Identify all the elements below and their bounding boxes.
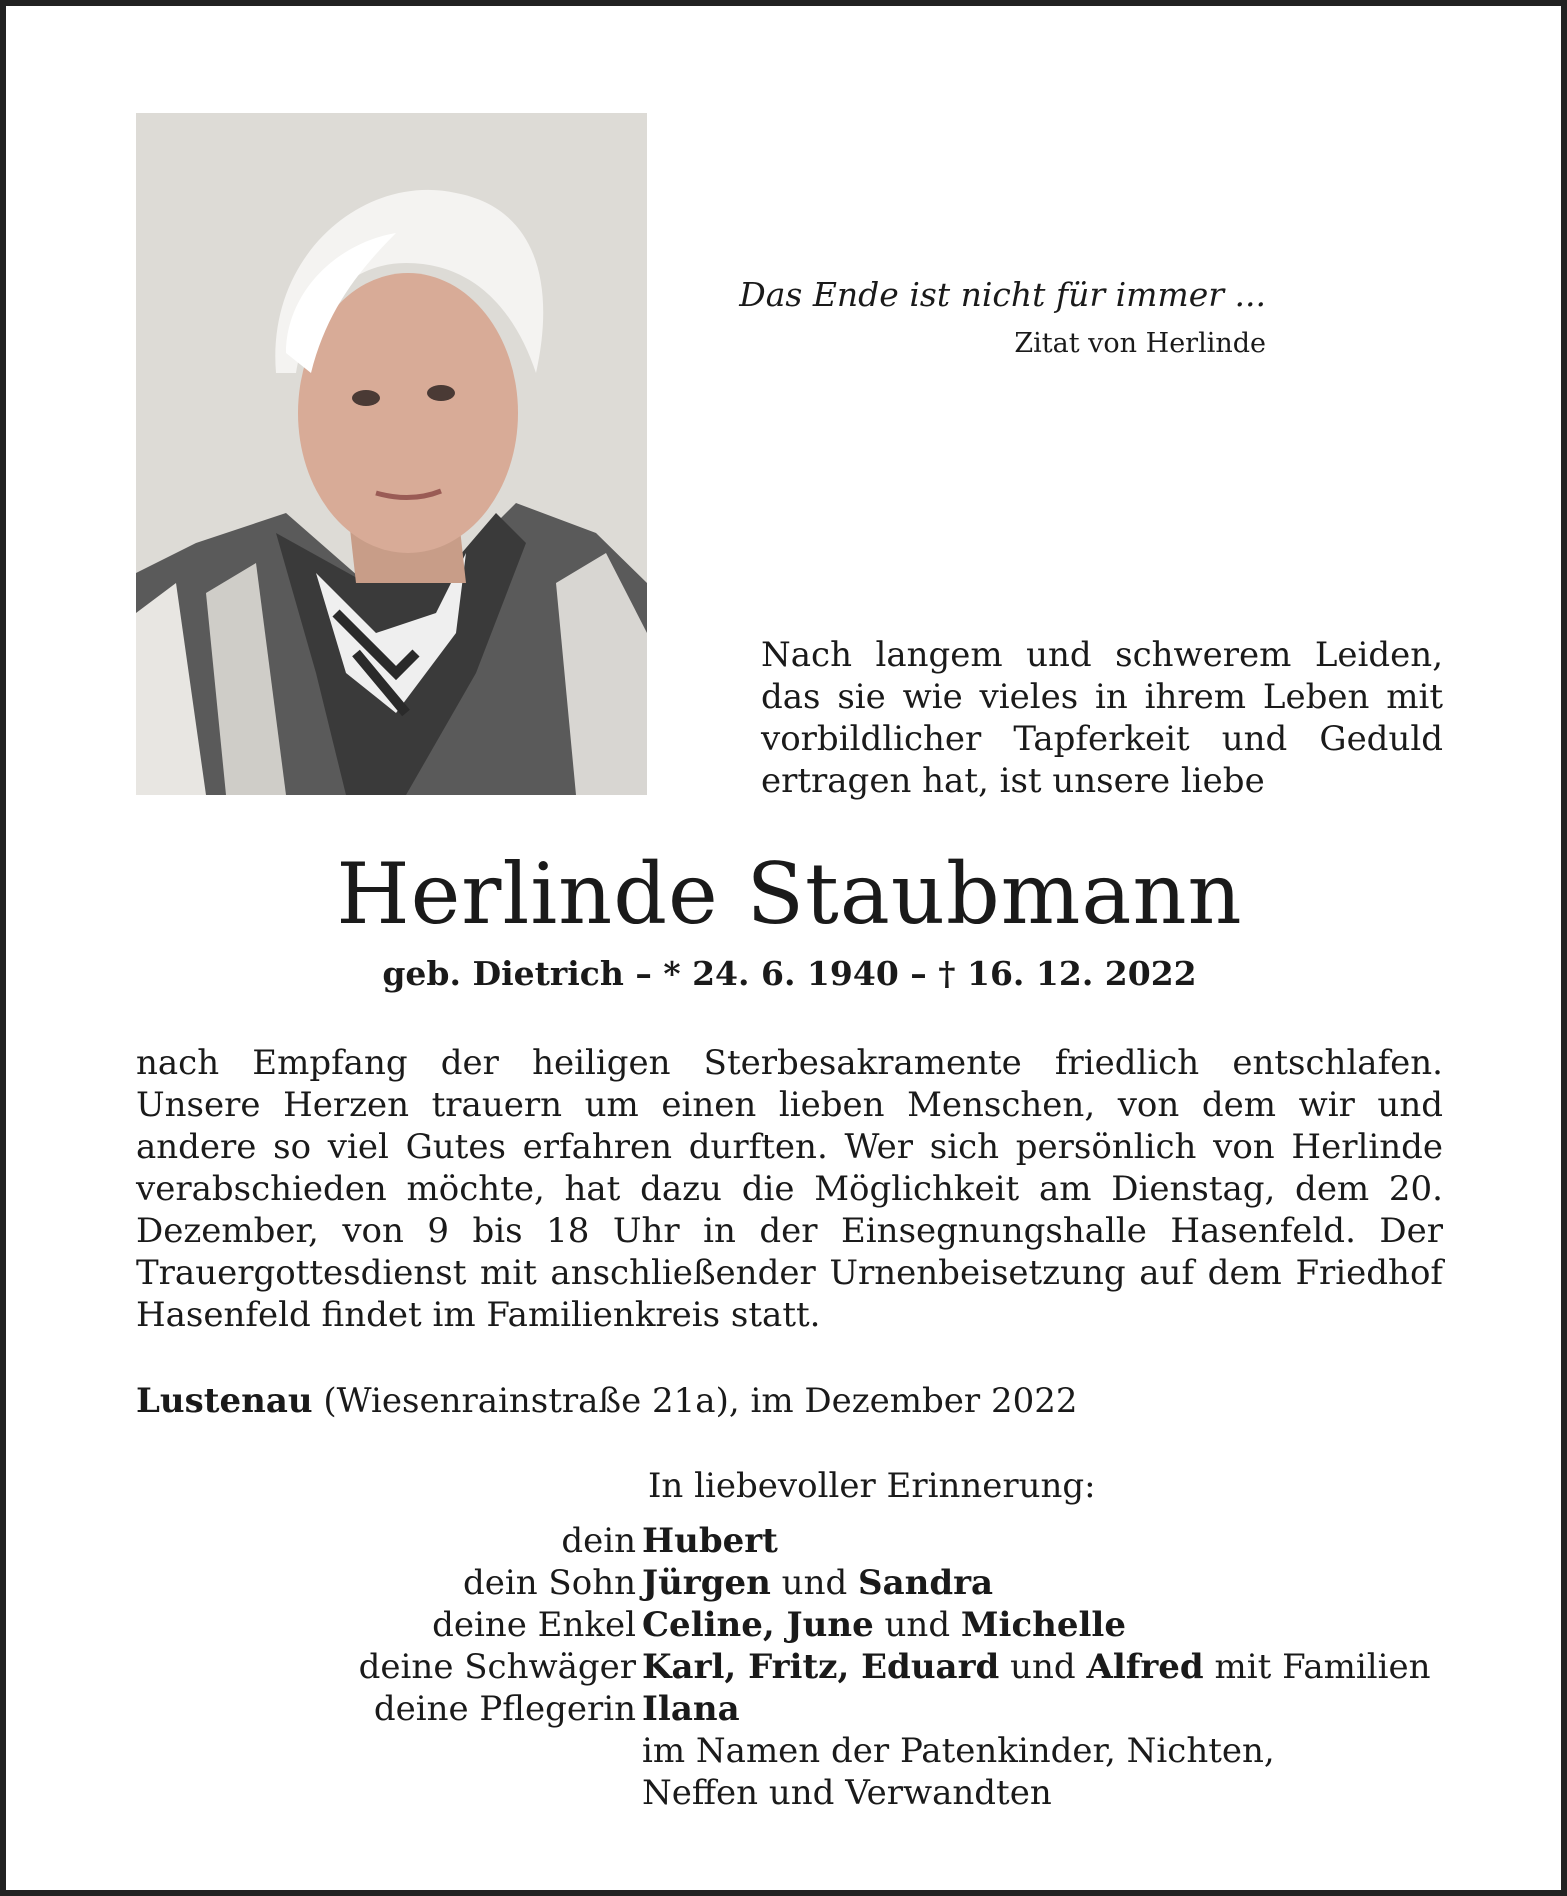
place-address-date: (Wiesenrainstraße 21a), im Dezember 2022: [312, 1381, 1078, 1421]
family-relation: [136, 1772, 642, 1814]
family-member-name: Hubert: [642, 1521, 778, 1561]
family-row: [136, 1646, 1456, 1688]
quote-text: Das Ende ist nicht für immer ...: [739, 275, 1266, 314]
family-row: [136, 1604, 1456, 1646]
quote-block: [706, 274, 1266, 359]
family-member-name: Ilana: [642, 1689, 740, 1729]
family-list: [136, 1520, 1456, 1814]
family-row: [136, 1772, 1456, 1814]
family-connector-text: mit Familien: [1203, 1647, 1431, 1687]
family-names: [642, 1562, 1456, 1604]
family-member-name: Alfred: [1086, 1647, 1204, 1687]
family-row: [136, 1562, 1456, 1604]
family-relation: deine Schwäger: [358, 1647, 636, 1687]
family-member-name: Celine, June: [642, 1605, 874, 1645]
deceased-name: Herlinde Staubmann: [336, 845, 1243, 943]
family-connector-text: und: [770, 1563, 859, 1603]
family-connector-text: und: [999, 1647, 1087, 1687]
family-connector-text: und: [873, 1605, 961, 1645]
family-connector-text: im Namen der Patenkinder, Nichten,: [642, 1731, 1275, 1771]
family-names: [642, 1646, 1456, 1688]
family-member-name: Karl, Fritz, Eduard: [642, 1647, 1000, 1687]
memory-heading: In liebevoller Erinnerung:: [648, 1466, 1096, 1506]
family-names: [642, 1520, 1456, 1562]
family-relation: dein Sohn: [462, 1563, 636, 1603]
family-connector-text: Neffen und Verwandten: [642, 1773, 1052, 1813]
family-relation: deine Enkel: [432, 1605, 636, 1645]
quote-attribution: Zitat von Herlinde: [1014, 328, 1266, 359]
family-row: [136, 1520, 1456, 1562]
birth-death-dates: geb. Dietrich – * 24. 6. 1940 – † 16. 12. 2022: [382, 954, 1197, 993]
family-names: [642, 1688, 1456, 1730]
body-paragraph: nach Empfang der heiligen Sterbesakramente friedlich entschlafen. Unsere Herzen trauern um einen lieben Menschen, von dem wir und andere so viel Gutes erfahren durften. Wer sich persönlich von Herlinde verabschieden möchte, hat dazu die Möglichkeit am Dienstag, dem 20. Dezember, von 9 bis 18 Uhr in der Einsegnungshalle Hasenfeld. Der Trauergottesdienst mit anschließender Urnenbeisetzung auf dem Friedhof Hasenfeld findet im Familienkreis statt.: [136, 1043, 1443, 1335]
family-member-name: Sandra: [858, 1563, 994, 1603]
family-relation: dein: [561, 1521, 636, 1561]
family-names: [642, 1730, 1456, 1772]
family-row: [136, 1730, 1456, 1772]
place-date-line: [136, 1380, 1336, 1422]
intro-paragraph: Nach langem und schwerem Leiden, das sie wie vieles in ihrem Leben mit vorbildlicher Tapferkeit und Geduld ertragen hat, ist unsere liebe: [761, 635, 1443, 801]
portrait-photo: [136, 113, 647, 795]
family-names: [642, 1772, 1456, 1814]
place-town: Lustenau: [136, 1381, 313, 1421]
family-names: [642, 1604, 1456, 1646]
family-relation: [136, 1730, 642, 1772]
portrait-image: [136, 113, 647, 795]
family-member-name: Michelle: [960, 1605, 1126, 1645]
family-row: [136, 1688, 1456, 1730]
family-relation: deine Pflegerin: [373, 1689, 636, 1729]
family-member-name: Jürgen: [642, 1563, 771, 1603]
